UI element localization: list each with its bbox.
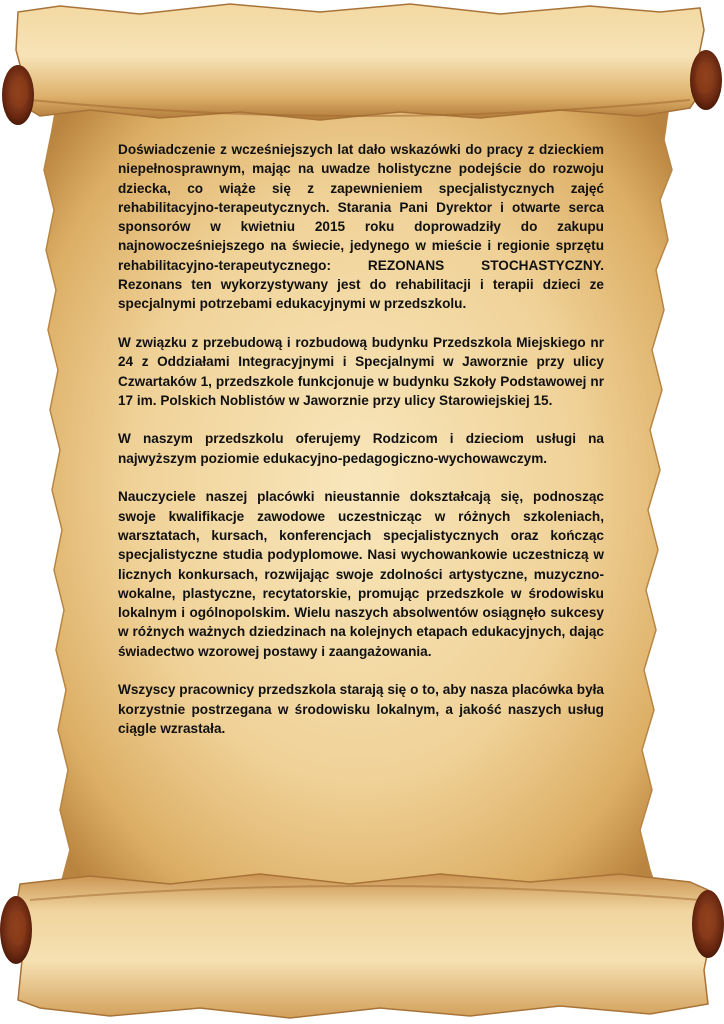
document-body bbox=[118, 140, 604, 758]
paragraph-services-offer: W naszym przedszkolu oferujemy Rodzicom i dzieciom usługi na najwyższym poziomie edukacyjno-pedagogiczno-wychowawczym. bbox=[118, 431, 604, 466]
paragraph-rehabilitation: Doświadczenie z wcześniejszych lat dało wskazówki do pracy z dzieckiem niepełnosprawnym, mając na uwadze holistyczne podejście do rozwoju dziecka, co wiąże się z zapewnieniem specjalistycznych zajęć rehabilitacyjno-terapeutycznych. Starania Pani Dyrektor i otwarte serca sponsorów w kwietniu 2015 roku doprowadziły do zakupu najnowocześniejszego na świecie, jedynego w mieście i regionie sprzętu rehabilitacyjno-terapeutycznego: REZONANS STOCHASTYCZNY. Rezonans ten wykorzystywany jest do rehabilitacji i terapii dzieci ze specjalnymi potrzebami edukacyjnymi w przedszkolu. bbox=[118, 142, 604, 312]
paragraph-staff-commitment: Wszyscy pracownicy przedszkola starają się o to, aby nasza placówka była korzystnie postrzegana w środowisku lokalnym, a jakość naszych usług ciągle wzrastała. bbox=[118, 682, 604, 736]
paragraph-building-location: W związku z przebudową i rozbudową budynku Przedszkola Miejskiego nr 24 z Oddziałami Integracyjnymi i Specjalnymi w Jaworznie przy ulicy Czwartaków 1, przedszkole funkcjonuje w budynku Szkoły Podstawowej nr 17 im. Polskich Noblistów w Jaworznie przy ulicy Starowiejskiej 15. bbox=[118, 334, 604, 408]
top-roll bbox=[16, 4, 704, 120]
bottom-roll bbox=[14, 874, 712, 1018]
paragraph-teachers-and-pupils: Nauczyciele naszej placówki nieustannie dokształcają się, podnosząc swoje kwalifikacje zawodowe uczestnicząc w różnych szkoleniach, warsztatach, kursach, konferencjach specjalistycznych oraz kończąc specjalistyczne studia podyplomowe. Nasi wychowankowie uczestniczą w licznych konkursach, rozwijając swoje zdolności artystyczne, muzyczno-wokalne, plastyczne, recytatorskie, promując przedszkole w środowisku lokalnym i ogólnopolskim. Wielu naszych absolwentów osiągnęło sukcesy w różnych ważnych dziedzinach na kolejnych etapach edukacyjnych, dając świadectwo wzorowej postawy i zaangażowania. bbox=[118, 489, 604, 659]
